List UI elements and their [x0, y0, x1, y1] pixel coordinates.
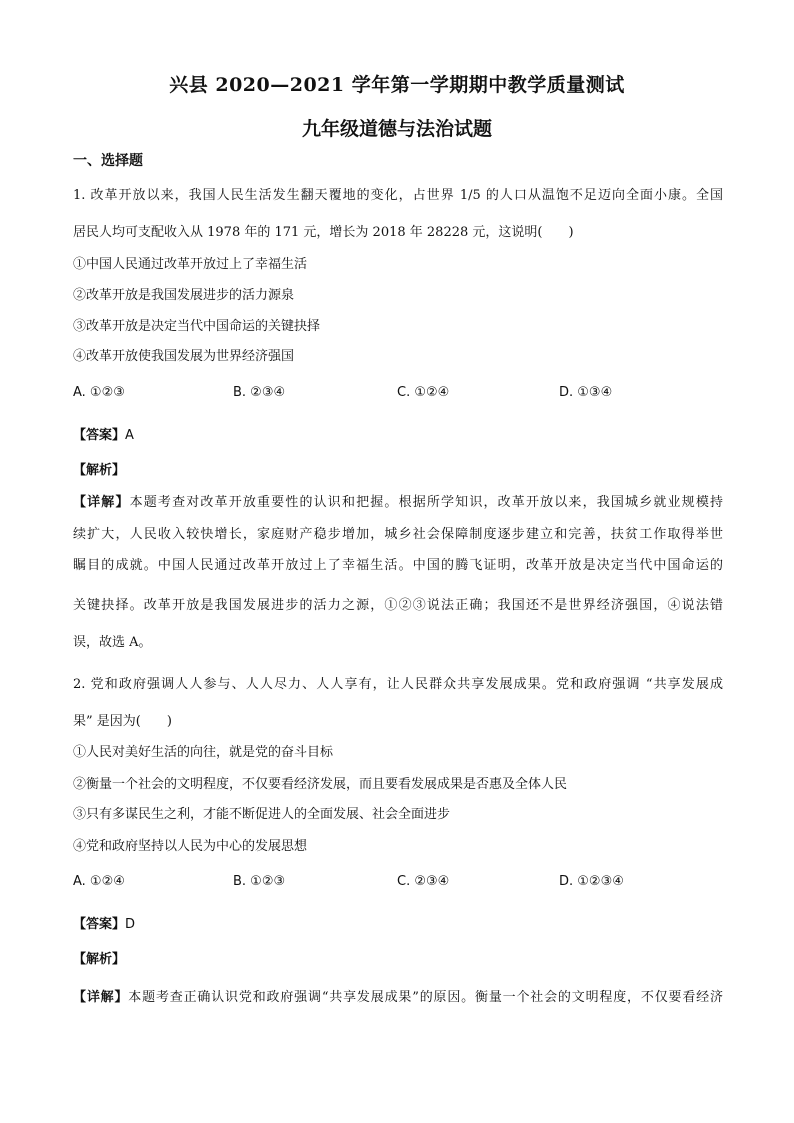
q2-choice-b: B. ①②③ [233, 874, 286, 889]
q2-choice-a: A. ①②④ [73, 874, 125, 889]
q1-detail-line5: 误，故选 A。 [73, 635, 152, 650]
q1-detail-text1: 本题考查对改革开放重要性的认识和把握。根据所学知识，改革开放以来，我国城乡就业规模持 [129, 495, 723, 510]
q2-option-4: ④党和政府坚持以人民为中心的发展思想 [73, 839, 308, 854]
q2-option-1: ①人民对美好生活的向往，就是党的奋斗目标 [73, 745, 334, 760]
exam-subtitle: 九年级道德与法治试题 [301, 118, 492, 140]
q1-option-3: ③改革开放是决定当代中国命运的关键抉择 [73, 319, 321, 334]
q2-detail-text1: 本题考查正确认识党和政府强调“共享发展成果”的原因。衡量一个社会的文明程度，不仅要看经济 [128, 990, 723, 1005]
q2-detail-tag: 【详解】 [73, 990, 129, 1005]
q1-stem-line1: 1. 改革开放以来，我国人民生活发生翻天覆地的变化，占世界 1/5 的人口从温饱不足迈向全面小康。全国 [73, 188, 723, 203]
q1-option-4: ④改革开放使我国发展为世界经济强国 [73, 349, 295, 364]
q2-analysis [73, 951, 125, 969]
q1-analysis-tag: 【解析】 [73, 463, 126, 478]
q1-answer [73, 427, 134, 445]
q1-stem-line2: 居民人均可支配收入从 1978 年的 171 元，增长为 2018 年 28228 元，这说明( ) [73, 225, 574, 240]
q2-choice-c: C. ②③④ [397, 874, 450, 889]
q2-stem-line1: 2. 党和政府强调人人参与、人人尽力、人人享有，让人民群众共享发展成果。党和政府强调 “共享发展成 [73, 677, 723, 692]
q1-detail-line1 [73, 494, 723, 512]
q1-detail-line4: 关键抉择。改革开放是我国发展进步的活力之源，①②③说法正确；我国还不是世界经济强国，④说法错 [73, 598, 723, 613]
q1-choice-b: B. ②③④ [233, 385, 286, 400]
q1-choice-c: C. ①②④ [397, 385, 450, 400]
q2-answer-tag: 【答案】 [73, 917, 126, 932]
q2-option-3: ③只有多谋民生之利，才能不断促进人的全面发展、社会全面进步 [73, 807, 451, 822]
q1-option-1: ①中国人民通过改革开放过上了幸福生活 [73, 257, 308, 272]
q2-answer [73, 916, 135, 934]
q2-choice-d: D. ①②③④ [559, 874, 624, 889]
q2-answer-value: D [125, 917, 136, 932]
q2-analysis-tag: 【解析】 [73, 952, 126, 967]
q1-choice-a: A. ①②③ [73, 385, 125, 400]
exam-title: 兴县 2020—2021 学年第一学期期中教学质量测试 [169, 74, 625, 96]
q1-choice-d: D. ①③④ [559, 385, 613, 400]
q1-analysis [73, 462, 125, 480]
q1-answer-value: A [125, 428, 134, 443]
q1-detail-line3: 瞩目的成就。中国人民通过改革开放过上了幸福生活。中国的腾飞证明，改革开放是决定当代中国命运的 [73, 558, 723, 573]
q1-option-2: ②改革开放是我国发展进步的活力源泉 [73, 288, 295, 303]
q1-answer-tag: 【答案】 [73, 428, 126, 443]
q1-detail-tag: 【详解】 [73, 495, 130, 510]
q1-detail-line2: 续扩大，人民收入较快增长，家庭财产稳步增加，城乡社会保障制度逐步建立和完善，扶贫工作取得举世 [73, 527, 723, 542]
section-heading: 一、选择题 [73, 153, 143, 169]
q2-option-2: ②衡量一个社会的文明程度，不仅要看经济发展，而且要看发展成果是否惠及全体人民 [73, 777, 568, 792]
q2-stem-line2: 果” 是因为( ) [73, 714, 172, 729]
q2-detail-line1 [73, 989, 723, 1007]
